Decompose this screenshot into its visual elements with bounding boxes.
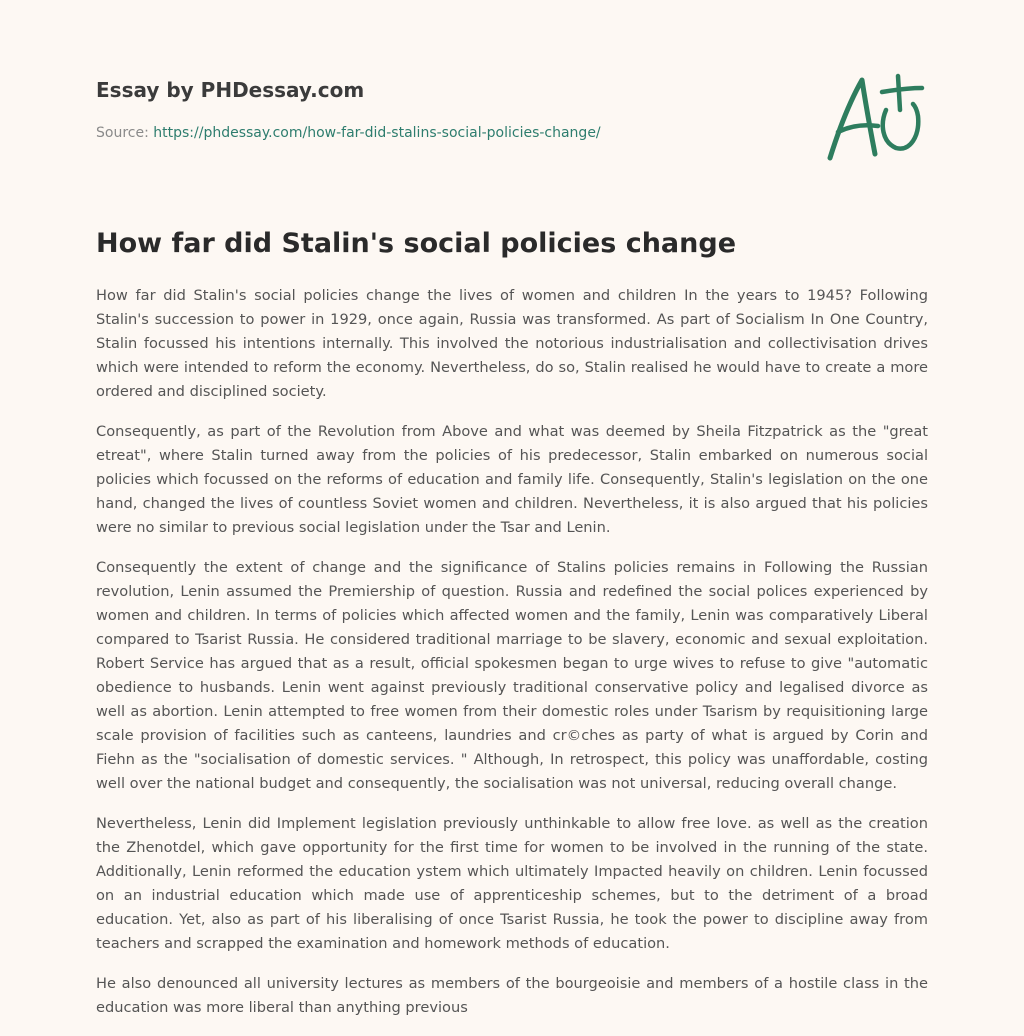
source-line	[96, 124, 928, 142]
essay-paragraph: How far did Stalin's social policies change the lives of women and children In the years to 1945? Following Stalin's succession to power in 1929, once again, Russia was transformed. As part of Socialism In One Country, Stalin focussed his intentions internally. This involved the notorious industrialisation and collectivisation drives which were intended to reform the economy. Nevertheless, do so, Stalin realised he would have to create a more ordered and disciplined society.	[96, 287, 928, 400]
essay-body	[96, 284, 928, 1036]
essay-paragraph: Nevertheless, Lenin did Implement legislation previously unthinkable to allow free love. as well as the creation the Zhenotdel, which gave opportunity for the first time for women to be involved in the running of the state. Additionally, Lenin reformed the education ystem which ultimately Impacted heavily on children. Lenin focussed on an industrial education which made use of apprenticeship schemes, but to the detriment of a broad education. Yet, also as part of his liberalising of once Tsarist Russia, he took the power to discipline away from teachers and scrapped the examination and homework methods of education.	[96, 815, 928, 952]
essay-title: How far did Stalin's social policies change	[96, 228, 737, 259]
page-header	[96, 76, 928, 142]
essay-paragraph: He also denounced all university lectures as members of the bourgeoisie and members of a hostile class in the education was more liberal than anything previous	[96, 975, 928, 1016]
source-label: Source:	[96, 125, 154, 141]
essay-paragraph: Consequently the extent of change and the significance of Stalins policies remains in Following the Russian revolution, Lenin assumed the Premiership of question. Russia and redefined the social polices experienced by women and children. In terms of policies which affected women and the family, Lenin was comparatively Liberal compared to Tsarist Russia. He considered traditional marriage to be slavery, economic and sexual exploitation. Robert Service has argued that as a result, official spokesmen began to urge wives to refuse to give "automatic obedience to husbands. Lenin went against previously traditional conservative policy and legalised divorce as well as abortion. Lenin attempted to free women from their domestic roles under Tsarism by requisitioning large scale provision of facilities such as canteens, laundries and cr©ches as party of what is argued by Corin and Fiehn as the "socialisation of domestic services. " Although, In retrospect, this policy was unaffordable, costing well over the national budget and consequently, the socialisation was not universal, reducing overall change.	[96, 559, 928, 792]
essay-paragraph: Consequently, as part of the Revolution from Above and what was deemed by Sheila Fitzpatrick as the "great etreat", where Stalin turned away from the policies of his predecessor, Stalin embarked on numerous social policies which focussed on the reforms of education and family life. Consequently, Stalin's legislation on the one hand, changed the lives of countless Soviet women and children. Nevertheless, it is also argued that his policies were no similar to previous social legislation under the Tsar and Lenin.	[96, 423, 928, 536]
source-link[interactable]: https://phdessay.com/how-far-did-stalins-social-policies-change/	[153, 125, 601, 141]
brand-title: Essay by PHDessay.com	[96, 78, 365, 102]
a-plus-grade-icon	[820, 66, 930, 166]
